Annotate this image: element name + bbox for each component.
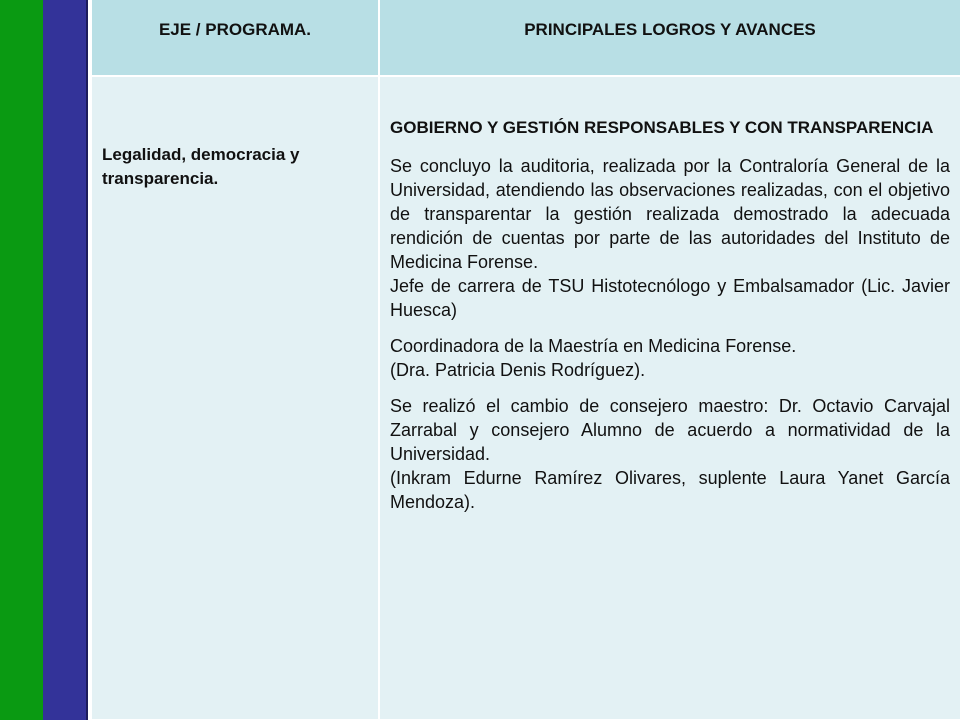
paragraph-student-council: (Inkram Edurne Ramírez Olivares, suplente Laura Yanet García Mendoza). (390, 468, 950, 512)
paragraph-career-head: Jefe de carrera de TSU Histotecnólogo y Embalsamador (Lic. Javier Huesca) (390, 276, 950, 320)
paragraph-coordinator: Coordinadora de la Maestría en Medicina Forense. (390, 336, 797, 356)
blue-side-stripe (43, 0, 88, 720)
paragraph-audit: Se concluyo la auditoria, realizada por la Contraloría General de la Universidad, atendiendo las observaciones realizadas, con el objetivo de transparentar la gestión realizada demostrado la adecuada rendición de cuentas por parte de las autoridades del Instituto de Medicina Forense. (390, 156, 950, 272)
achievements-table (90, 0, 960, 720)
achievements-cell (379, 76, 960, 720)
green-side-stripe (0, 0, 43, 720)
axis-cell: Legalidad, democracia y transparencia. (91, 76, 379, 720)
paragraph-council-change: Se realizó el cambio de consejero maestro: Dr. Octavio Carvajal Zarrabal y consejero Alumno de acuerdo a normatividad de la Universidad. (390, 396, 950, 464)
table-row (91, 76, 960, 720)
header-axis-program: EJE / PROGRAMA. (91, 0, 379, 76)
paragraph-coordinator-name: (Dra. Patricia Denis Rodríguez). (390, 360, 646, 380)
header-main-achievements: PRINCIPALES LOGROS Y AVANCES (379, 0, 960, 76)
table-header-row (91, 0, 960, 76)
section-title: GOBIERNO Y GESTIÓN RESPONSABLES Y CON TRANSPARENCIA (390, 118, 934, 137)
table-container (90, 0, 960, 720)
